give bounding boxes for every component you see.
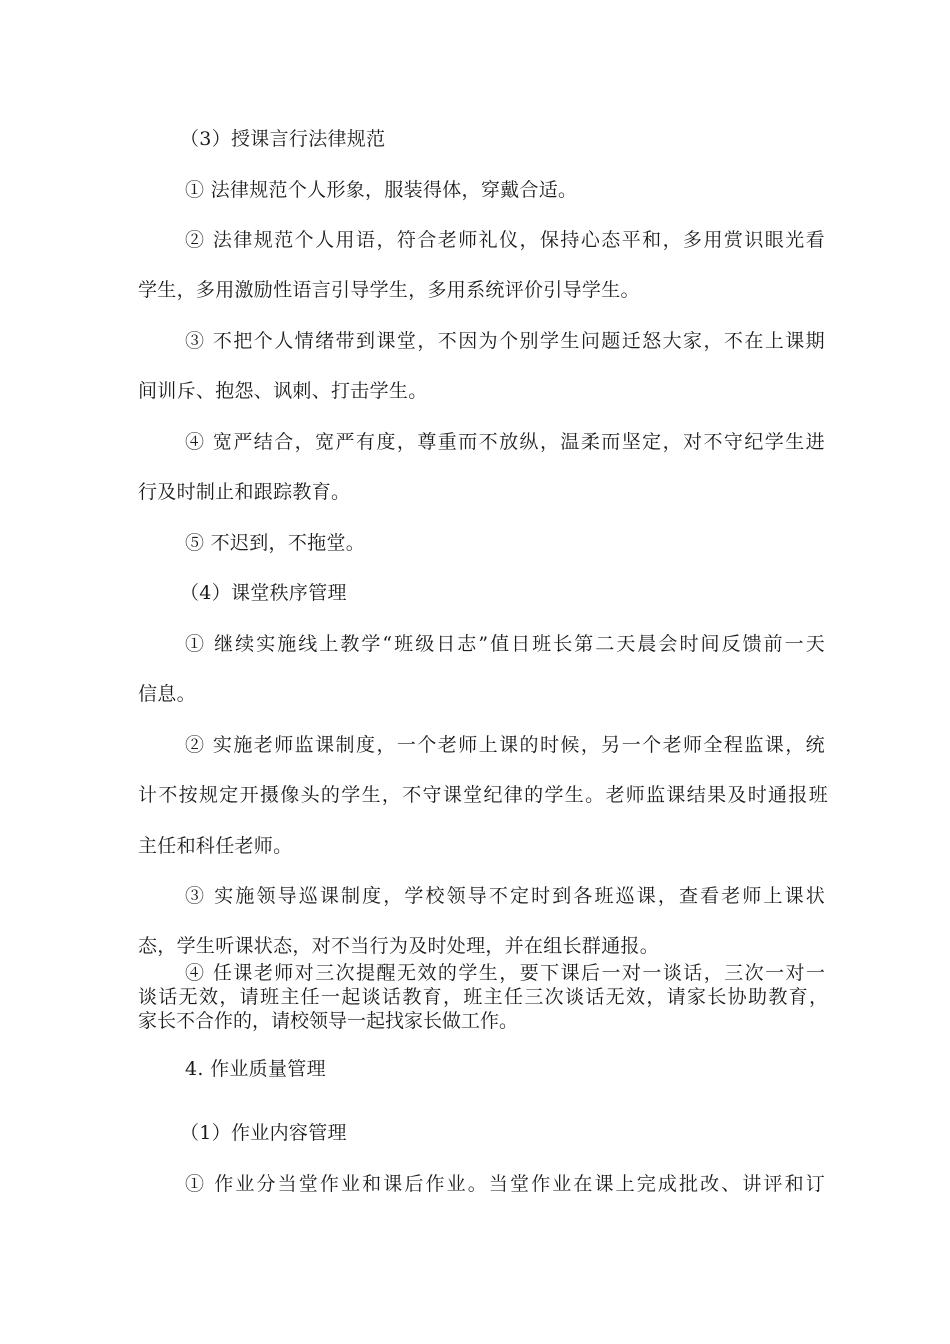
order-item-4-line-2: 谈话无效，请班主任一起谈话教育，班主任三次谈话无效，请家长协助教育， [138, 986, 828, 1008]
order-item-2-line-3: 主任和科任老师。 [138, 835, 293, 857]
order-item-2-line-2: 计不按规定开摄像头的学生，不守课堂纪律的学生。老师监课结果及时通报班 [138, 784, 828, 806]
list-item-3-line-1: ③ 不把个人情绪带到课堂，不因为个别学生问题迁怒大家，不在上课期 [185, 330, 825, 352]
order-item-4-line-1: ④ 任课老师对三次提醒无效的学生，要下课后一对一谈话，三次一对一 [185, 962, 825, 984]
order-item-1-line-2: 信息。 [138, 683, 196, 705]
list-item-2-line-1: ② 法律规范个人用语，符合老师礼仪，保持心态平和，多用赏识眼光看 [185, 229, 825, 251]
section-heading-4: 4. 作业质量管理 [185, 1058, 326, 1080]
list-item-4-line-2: 行及时制止和跟踪教育。 [138, 481, 351, 503]
subsection-heading-1: （1）作业内容管理 [180, 1122, 347, 1144]
list-item-3-line-2: 间训斥、抱怨、讽刺、打击学生。 [138, 380, 428, 402]
list-item-2-line-2: 学生，多用激励性语言引导学生，多用系统评价引导学生。 [138, 279, 640, 301]
order-item-2-line-1: ② 实施老师监课制度，一个老师上课的时候，另一个老师全程监课，统 [185, 734, 825, 756]
list-item-1: ① 法律规范个人形象，服装得体，穿戴合适。 [185, 179, 578, 201]
list-item-5: ⑤ 不迟到，不拖堂。 [185, 532, 366, 554]
subsection-heading-3: （3）授课言行法律规范 [180, 128, 386, 150]
order-item-1-line-1: ① 继续实施线上教学“班级日志”值日班长第二天晨会时间反馈前一天 [185, 633, 825, 655]
subsection-heading-4: （4）课堂秩序管理 [180, 582, 347, 604]
order-item-3-line-1: ③ 实施领导巡课制度，学校领导不定时到各班巡课，查看老师上课状 [185, 885, 825, 907]
list-item-4-line-1: ④ 宽严结合，宽严有度，尊重而不放纵，温柔而坚定，对不守纪学生进 [185, 431, 825, 453]
homework-item-1-line-1: ① 作业分当堂作业和课后作业。当堂作业在课上完成批改、讲评和订 [185, 1173, 825, 1195]
order-item-4-line-3: 家长不合作的，请校领导一起找家长做工作。 [138, 1010, 519, 1032]
order-item-3-line-2: 态，学生听课状态，对不当行为及时处理，并在组长群通报。 [138, 935, 660, 957]
